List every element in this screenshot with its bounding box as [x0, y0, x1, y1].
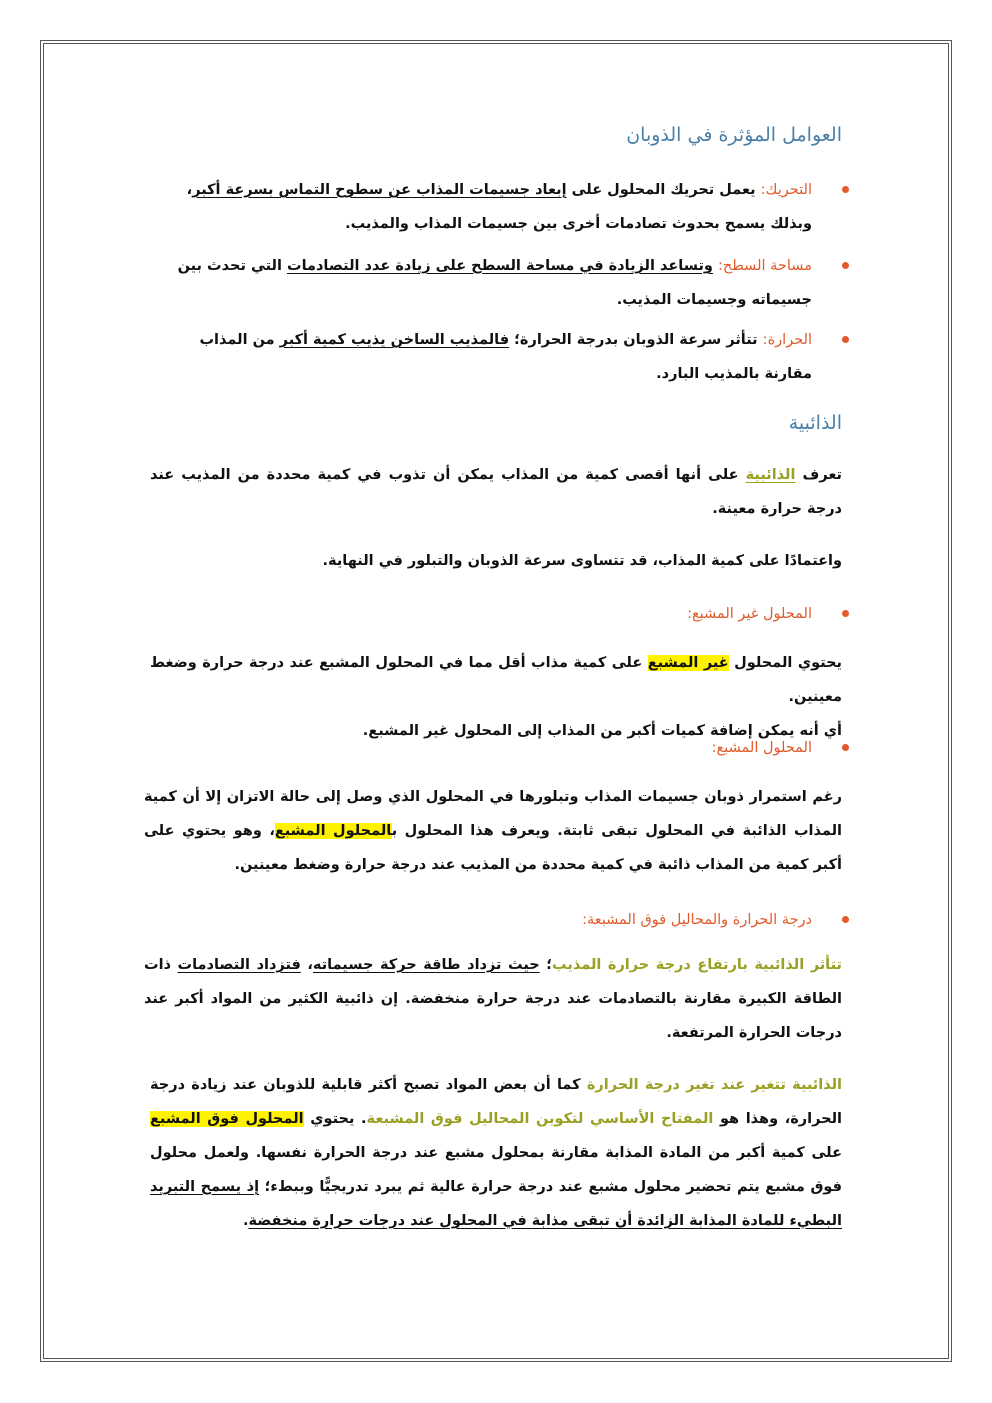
underlined-text: فالمذيب الساخن يذيب كمية أكبر	[279, 332, 510, 348]
underlined-text: حيث تزداد طاقة حركة جسيماته	[312, 957, 540, 973]
underlined-text: وتساعد الزيادة في مساحة السطح على زيادة عدد التصادمات	[287, 258, 713, 274]
saturated-paragraph: رغم استمرار ذوبان جسيمات المذاب وتبلورها في المحلول الذي وصل إلى حالة الاتزان إلا أن كمية المذاب الذائبة في المحلول تبقى ثابتة. ويعرف هذا المحلول بالمحلول المشبع، وهو يحتوي على أكبر كمية من المذاب ذائبة في كمية محددة من المذيب عند درجة حرارة وضغط معينين.	[144, 789, 843, 873]
solubility-term: الذائبية	[745, 467, 796, 483]
solubility-definition: تعرف الذائبية على أنها أقصى كمية من المذاب يمكن أن تذوب في كمية محددة من المذيب عند درجة حرارة معينة.	[150, 467, 842, 517]
solubility-note: واعتمادًا على كمية المذاب، قد تتساوى سرعة الذوبان والتبلور في النهاية.	[322, 553, 842, 569]
term-heat: الحرارة	[767, 332, 812, 348]
temperature-paragraph-2: الذائبية تتغير عند تغير درجة الحرارة كما أن بعض المواد تصبح أكثر قابلية للذوبان عند زيادة درجة الحرارة، وهذا هو المفتاح الأساسي لتكوين المحاليل فوق المشبعة. يحتوي المحلول فوق المشبع على كمية أكبر من المادة المذابة مقارنة بمحلول مشبع عند درجة الحرارة نفسها. ولعمل محلول فوق مشبع يتم تحضير محلول مشبع عند درجة حرارة عالية ثم يبرد تدريجيًّا وببطء؛ إذ يسمح التبريد البطيء للمادة المذابة الزائدة أن تبقى مذابة في المحلول عند درجات حرارة منخفضة.	[150, 1077, 842, 1229]
underlined-text: فتزداد التصادمات	[177, 957, 301, 973]
olive-text: المفتاح الأساسي لتكوين المحاليل فوق المشبعة	[366, 1111, 714, 1127]
highlight-supersaturated: المحلول فوق المشبع	[150, 1111, 304, 1127]
unsaturated-paragraph: يحتوي المحلول غير المشبع على كمية مذاب أقل مما في المحلول المشبع عند درجة حرارة وضغط معينين. أي أنه يمكن إضافة كميات أكبر من المذاب إلى المحلول غير المشبع.	[150, 655, 843, 739]
bullet-icon	[842, 186, 849, 193]
olive-text: تتأثر الذائبية بارتفاع درجة حرارة المذيب	[552, 957, 842, 973]
olive-text: الذائبية تتغير عند تغير درجة الحرارة	[586, 1077, 842, 1093]
unsaturated-label: المحلول غير المشبع:	[687, 606, 812, 622]
highlight-unsaturated: غير المشبع	[647, 655, 729, 671]
bullet-icon	[842, 610, 849, 617]
term-surface-area: مساحة السطح	[722, 258, 812, 274]
bullet-icon	[842, 262, 849, 269]
term-stirring: التحريك	[765, 182, 812, 198]
temperature-label: درجة الحرارة والمحاليل فوق المشبعة:	[582, 912, 812, 928]
underlined-text: إذ يسمح التبريد البطيء للمادة المذابة الزائدة أن تبقى مذابة في المحلول عند درجات حرارة منخفضة	[150, 1179, 842, 1229]
temperature-paragraph-1: تتأثر الذائبية بارتفاع درجة حرارة المذيب؛ حيث تزداد طاقة حركة جسيماته، فتزداد التصادمات ذات الطاقة الكبيرة مقارنة بالتصادمات عند درجة حرارة منخفضة. إن ذائبية الكثير من المواد أكبر عند درجات الحرارة المرتفعة.	[144, 957, 842, 1041]
highlight-saturated: المحلول المشبع	[274, 823, 392, 839]
factors-heading: العوامل المؤثرة في الذوبان	[626, 124, 842, 146]
bullet-icon	[842, 336, 849, 343]
bullet-icon	[842, 744, 849, 751]
underlined-text: إبعاد جسيمات المذاب عن سطوح التماس بسرعة أكبر	[192, 182, 567, 198]
bullet-icon	[842, 916, 849, 923]
solubility-heading: الذائبية	[788, 412, 842, 434]
saturated-label: المحلول المشبع:	[711, 740, 812, 756]
